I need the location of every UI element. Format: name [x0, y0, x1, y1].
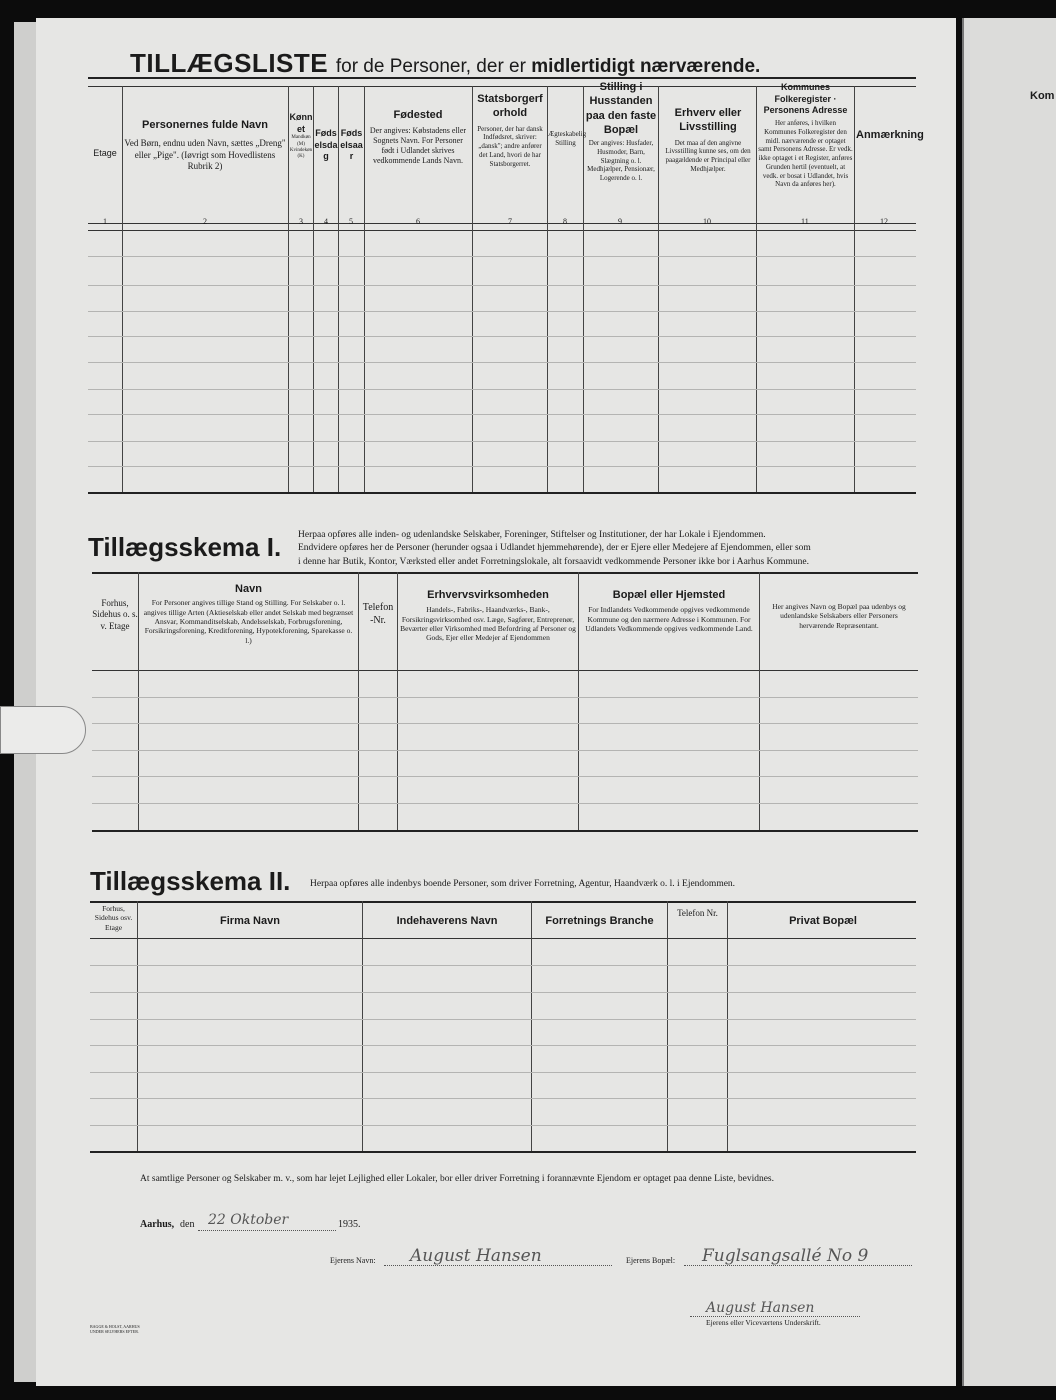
- schema1-intro: Herpaa opføres alle inden- og udenlandske Selskaber, Foreninger, Stiftelser og Institutioner, der har Lokale i Ejendommen. Endvidere opføres her de Personer (herunder ogsaa i Udlandet hjemmehørende), der er Ejere eller Medejere af Ejendommen, eller som i denne har Butik, Kontor, Værksted eller andet Forretningslokale, alt forsaavidt vedkommende Personer ikke bor i Aarhus Kommune.: [298, 530, 811, 567]
- title-bold: TILLÆGSLISTE: [130, 48, 329, 78]
- col-number: 2: [203, 217, 207, 226]
- col-birthday-header: Fødselsdag: [314, 128, 338, 162]
- adjacent-page-text: Kom: [1030, 90, 1055, 102]
- s2-col-firm: Firma Navn: [220, 915, 280, 927]
- col-marital-header: Ægteskabelig Stilling: [548, 130, 587, 147]
- col-number: 1: [103, 217, 107, 226]
- col-number: 10: [703, 217, 711, 226]
- s1-col-representative: Her angives Navn og Bopæl paa udenbys og udenlandske Selskabers eller Personers herværende Repræsentant.: [772, 602, 906, 630]
- col-household-header: Stilling i Husstanden paa den faste Bopæl Der angives: Husfader, Husmoder, Barn, Slægtning o. l. Medhjælper, Pensionær, Logerende o. l.: [585, 81, 657, 183]
- schema2-title: Tillægsskema II.: [90, 866, 291, 896]
- col-number: 3: [299, 217, 303, 226]
- col-sex-header: Kønnet Mandkøn (M) Kvindekøn (K): [289, 112, 313, 160]
- adjacent-page: [962, 18, 1056, 1386]
- schema2-intro: Herpaa opføres alle indenbys boende Personer, som driver Forretning, Agentur, Haandværk o. l. i Ejendommen.: [310, 879, 736, 889]
- col-birthyear-header: Fødselsaar: [340, 128, 363, 162]
- s2-col-phone: Telefon Nr.: [677, 908, 718, 918]
- s2-col-owner: Indehaverens Navn: [396, 915, 498, 927]
- s1-col-phone: Telefon-Nr.: [362, 602, 394, 626]
- col-registry-header: Kommunes Folkeregister · Personens Adresse Her anføres, i hvilken Kommunes Folkeregister den midl. nærværende er optaget samt Personens Adresse. Er vedk. ikke optaget i et Register, anføres Grunden hertil (eventuelt, at vedk. er bosat i Udlandet, hvis Navn da anføres her).: [758, 82, 853, 189]
- col-number: 5: [349, 217, 353, 226]
- s2-col-private-address: Privat Bopæl: [789, 915, 857, 927]
- col-citizenship-header: Statsborgerforhold Personer, der har dansk Indfødsret, skriver: „dansk"; andre anfører det Land, hvori de har Statsborgerret.: [477, 93, 543, 168]
- footer-year: 1935.: [338, 1219, 361, 1230]
- title-rest: for de Personer, der er midlertidigt nærværende.: [335, 56, 761, 77]
- s2-col-branch: Forretnings Branche: [545, 915, 654, 927]
- s1-col-name: Navn For Personer angives tillige Stand og Stilling. For Selskaber o. l. angives tillige Arten (Aktieselskab eller andet Selskab med begrænset Ansvar, Kommanditselskab, Andelsselskab, Forbrugsforening, Forsikringsforening, Kreditforening, Hypotekforening, Sparekasse o. l.): [143, 583, 354, 645]
- s2-col-etage: Forhus, Sidehus osv. Etage: [94, 904, 133, 932]
- page-title: [130, 48, 760, 79]
- owner-label: Ejerens Navn:: [330, 1256, 376, 1265]
- footer-date: 22 Oktober: [208, 1212, 289, 1228]
- thumb: [0, 706, 86, 754]
- col-number: 11: [801, 217, 809, 226]
- col-number: 9: [618, 217, 622, 226]
- col-number: 8: [563, 217, 567, 226]
- s1-col-etage: Forhus, Sidehus o. s. v. Etage: [92, 598, 138, 631]
- col-number: 12: [880, 217, 888, 226]
- schema1-title: Tillægsskema I.: [88, 532, 282, 562]
- col-number: 7: [508, 217, 512, 226]
- col-etage-header: Etage: [93, 148, 117, 158]
- footer-den: den: [180, 1219, 195, 1230]
- s1-col-residence: Bopæl eller Hjemsted For Indlandets Vedkommende opgives vedkommende Kommune og den nærmere Adresse i Kommunen. For Udlandets Vedkommende opgives vedkommende Land.: [585, 589, 753, 634]
- footer-statement: At samtlige Personer og Selskaber m. v., som har lejet Lejlighed eller Lokaler, bor eller driver Forretning i forannævnte Ejendom er optaget paa denne Liste, bevidnes.: [140, 1174, 774, 1184]
- col-birthplace-header: Fødested Der angives: Købstadens eller Sognets Navn. For Personer født i Udlandet skrives vedkommende Lands Navn.: [369, 109, 467, 166]
- signature-label: Ejerens eller Viceværtens Underskrift.: [706, 1318, 821, 1327]
- footer-place: Aarhus,: [140, 1219, 175, 1230]
- owner-address-handwritten: Fuglsangsallé No 9: [702, 1246, 869, 1266]
- signature: August Hansen: [706, 1300, 815, 1316]
- col-remark-header: Anmærkning: [856, 129, 924, 141]
- col-name-header: Personernes fulde Navn Ved Børn, endnu uden Navn, sættes „Dreng" eller „Pige". (Iøvrigt som Hovedlistens Rubrik 2): [124, 119, 286, 171]
- col-occupation-header: Erhverv eller Livsstilling Det maa af den angivne Livsstilling kunne ses, om den paagældende er Principal eller Medhjælper.: [665, 107, 751, 173]
- col-number: 6: [416, 217, 420, 226]
- s1-col-business: Erhvervsvirksomheden Handels-, Fabriks-, Haandværks-, Bank-, Forsikringsvirksomhed osv. Læge, Sagfører, Entreprenør, Beværter eller Virksomhed med Befordring af Personer og Gods, Ejer eller Medejer af Ejendommen: [400, 589, 576, 643]
- col-number: 4: [324, 217, 328, 226]
- owner-name-handwritten: August Hansen: [410, 1246, 542, 1266]
- printer-mark: BAGGE & HOLST, AARHUS UNDER SELVHERS EFTER.: [90, 1324, 140, 1335]
- address-label: Ejerens Bopæl:: [626, 1256, 676, 1265]
